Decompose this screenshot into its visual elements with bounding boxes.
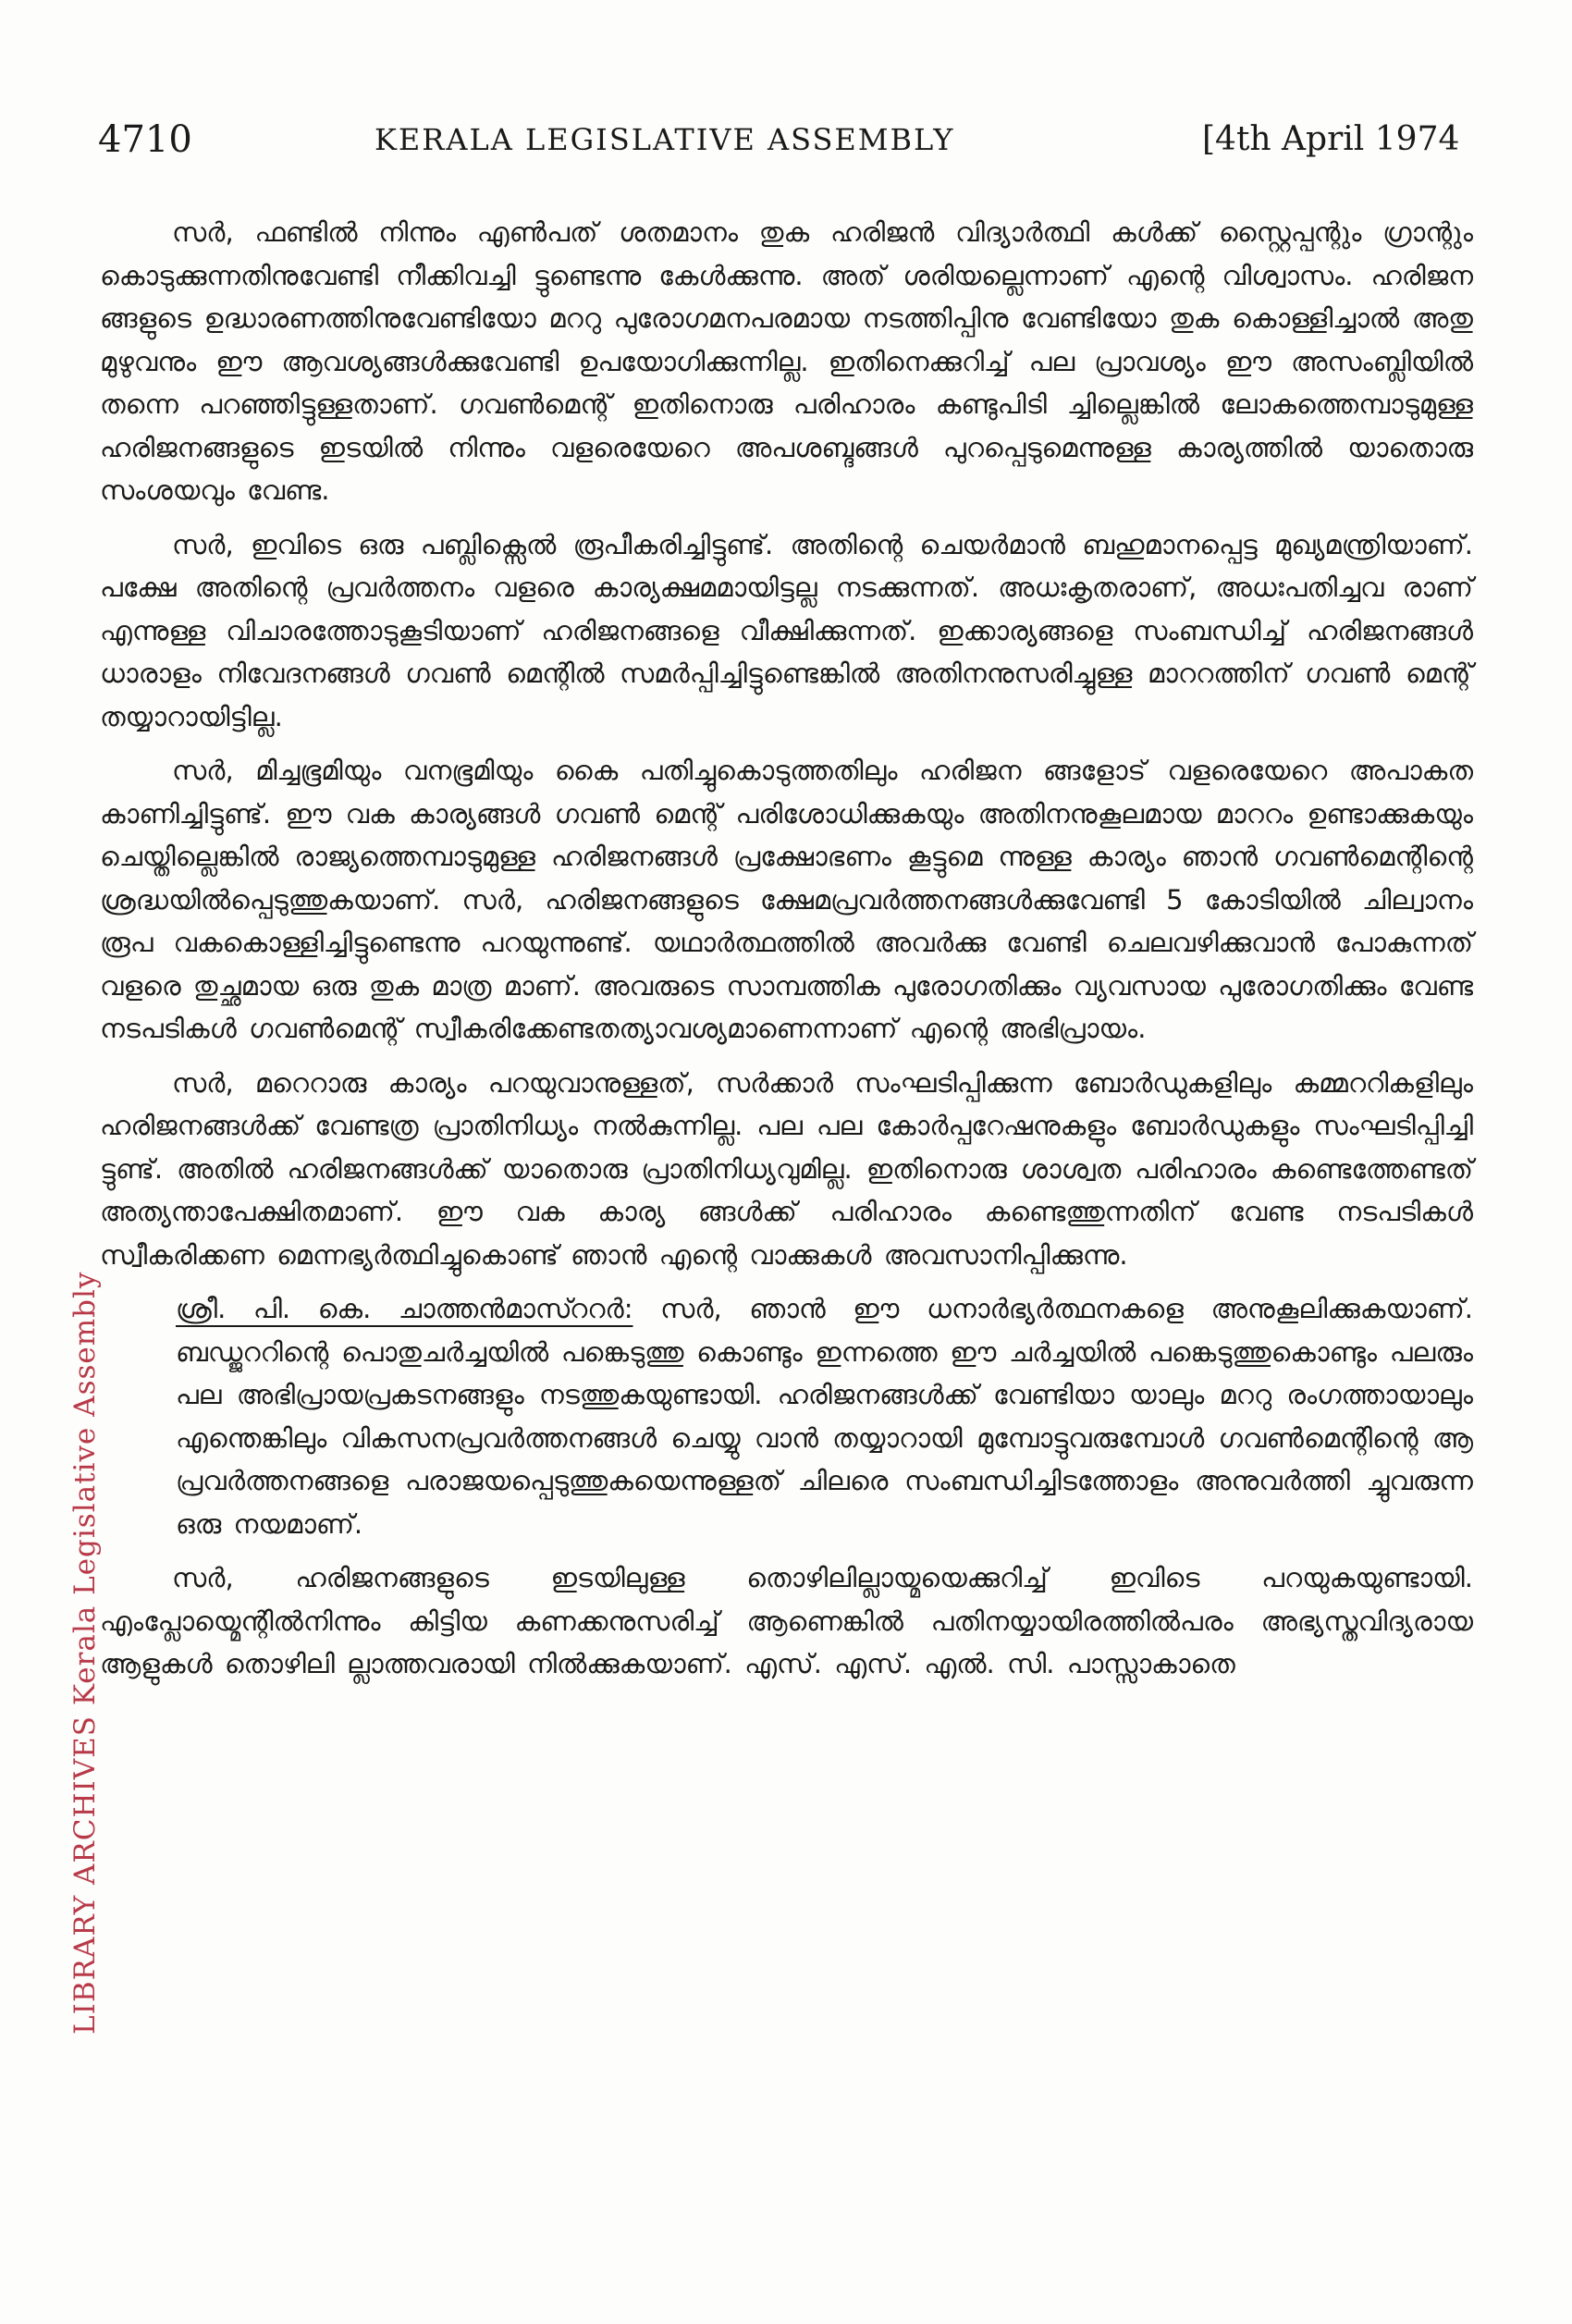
page-date: [4th April 1974 (1202, 120, 1460, 158)
speaker-name: ശ്രീ. പി. കെ. ചാത്തൻമാസ്ററർ: (176, 1293, 633, 1324)
paragraph: സർ, ഹരിജനങ്ങളുടെ ഇടയിലുള്ള തൊഴിലില്ലായ്മയെക്കുറിച്ച് ഇവിടെ പറയുകയുണ്ടായി. എംപ്ലോയ്മെന്റിൽനിന്നും കിട്ടിയ കണക്കനുസരിച്ച് ആണെങ്കിൽ പതിനയ്യായിരത്തിൽപരം അഭ്യസ്തവിദ്യരായ ആളുകൾ തൊഴിലി ല്ലാത്തവരായി നിൽക്കുകയാണ്. എസ്. എസ്. എൽ. സി. പാസ്സാകാതെ (100, 1562, 1473, 1679)
speech-text: സർ, ഞാൻ ഈ ധനാർഭ്യർത്ഥനകളെ അനുകൂലിക്കുകയാണ്. ബഡ്ജററിന്റെ പൊതുചർച്ചയിൽ പങ്കെടുത്തു കൊണ്ടും ഇന്നത്തെ ഈ ചർച്ചയിൽ പങ്കെടുത്തുകൊണ്ടും പലരും പല അഭിപ്രായപ്രകടനങ്ങളും നടത്തുകയുണ്ടായി. ഹരിജനങ്ങൾക്ക് വേണ്ടിയാ യാലും മററു രംഗത്തായാലും എന്തെങ്കിലും വികസനപ്രവർത്തനങ്ങൾ ചെയ്യു വാൻ തയ്യാറായി മുമ്പോട്ടുവരുമ്പോൾ ഗവൺമെന്റിന്റെ ആ പ്രവർത്തനങ്ങളെ പരാജയപ്പെടുത്തുകയെന്നുള്ളത് ചിലരെ സംബന്ധിച്ചിടത്തോളം അനുവർത്തി ച്ചുവരുന്ന ഒരു നയമാണ്. (176, 1293, 1473, 1540)
document-body (100, 211, 1473, 1697)
paragraph: സർ, ഇവിടെ ഒരു പബ്ലിക്സെൽ രൂപീകരിച്ചിട്ടുണ്ട്. അതിന്റെ ചെയർമാൻ ബഹുമാനപ്പെട്ട മുഖ്യമന്ത്രിയാണ്. പക്ഷേ അതിന്റെ പ്രവർത്തനം വളരെ കാര്യക്ഷമമായിട്ടല്ല നടക്കുന്നത്. അധഃകൃതരാണ്, അധഃപതിച്ചവ രാണ് എന്നുള്ള വിചാരത്തോടുകൂടിയാണ് ഹരിജനങ്ങളെ വീക്ഷിക്കുന്നത്. ഇക്കാര്യങ്ങളെ സംബന്ധിച്ച് ഹരിജനങ്ങൾ ധാരാളം നിവേദനങ്ങൾ ഗവൺ മെന്റിൽ സമർപ്പിച്ചിട്ടുണ്ടെങ്കിൽ അതിനനുസരിച്ചുള്ള മാററത്തിന് ഗവൺ മെന്റ് തയ്യാറായിട്ടില്ല. (100, 528, 1473, 732)
page-header (0, 118, 1572, 174)
speech-paragraph (100, 1287, 1473, 1545)
page-number: 4710 (98, 118, 192, 161)
paragraph: സർ, മിച്ചഭൂമിയും വനഭൂമിയും കൈ പതിച്ചുകൊടുത്തതിലും ഹരിജന ങ്ങളോട് വളരെയേറെ അപാകത കാണിച്ചിട്ടുണ്ട്. ഈ വക കാര്യങ്ങൾ ഗവൺ മെന്റ് പരിശോധിക്കുകയും അതിനനുകൂലമായ മാററം ഉണ്ടാക്കുകയും ചെയ്തില്ലെങ്കിൽ രാജ്യത്തെമ്പാടുമുള്ള ഹരിജനങ്ങൾ പ്രക്ഷോഭണം കൂട്ടുമെ ന്നുള്ള കാര്യം ഞാൻ ഗവൺമെന്റിന്റെ ശ്രദ്ധയിൽപ്പെടുത്തുകയാണ്. സർ, ഹരിജനങ്ങളുടെ ക്ഷേമപ്രവർത്തനങ്ങൾക്കുവേണ്ടി 5 കോടിയിൽ ചില്വാനം രൂപ വകകൊള്ളിച്ചിട്ടുണ്ടെന്നു പറയുന്നുണ്ട്. യഥാർത്ഥത്തിൽ അവർക്കു വേണ്ടി ചെലവഴിക്കുവാൻ പോകുന്നത് വളരെ തുച്ഛമായ ഒരു തുക മാത്ര മാണ്. അവരുടെ സാമ്പത്തിക പുരോഗതിക്കും വ്യവസായ പുരോഗതിക്കും വേണ്ട നടപടികൾ ഗവൺമെന്റ് സ്വീകരിക്കേണ്ടതത്യാവശ്യമാണെന്നാണ് എന്റെ അഭിപ്രായം. (100, 755, 1473, 1044)
paragraph: സർ, മറെറാരു കാര്യം പറയുവാനുള്ളത്, സർക്കാർ സംഘടിപ്പിക്കുന്ന ബോർഡുകളിലും കമ്മററികളിലും ഹരിജനങ്ങൾക്ക് വേണ്ടത്ര പ്രാതിനിധ്യം നൽകുന്നില്ല. പല പല കോർപ്പറേഷനുകളും ബോർഡുകളും സംഘടിപ്പിച്ചി ട്ടുണ്ട്. അതിൽ ഹരിജനങ്ങൾക്ക് യാതൊരു പ്രാതിനിധ്യവുമില്ല. ഇതിനൊരു ശാശ്വത പരിഹാരം കണ്ടെത്തേണ്ടത് അത്യന്താപേക്ഷിതമാണ്. ഈ വക കാര്യ ങ്ങൾക്ക് പരിഹാരം കണ്ടെത്തുന്നതിന് വേണ്ട നടപടികൾ സ്വീകരിക്കണ മെന്നഭ്യർത്ഥിച്ചുകൊണ്ട് ഞാൻ എന്റെ വാക്കുകൾ അവസാനിപ്പിക്കുന്നു. (100, 1066, 1473, 1271)
paragraph: സർ, ഫണ്ടിൽ നിന്നും എൺപത് ശതമാനം തുക ഹരിജൻ വിദ്യാർത്ഥി കൾക്ക് സ്റ്റൈപ്പന്റും ഗ്രാന്റും കൊടുക്കുന്നതിനുവേണ്ടി നീക്കിവച്ചി ട്ടുണ്ടെന്നു കേൾക്കുന്നു. അത് ശരിയല്ലെന്നാണ് എന്റെ വിശ്വാസം. ഹരിജന ങ്ങളുടെ ഉദ്ധാരണത്തിനുവേണ്ടിയോ മററു പുരോഗമനപരമായ നടത്തിപ്പിനു വേണ്ടിയോ തുക കൊള്ളിച്ചാൽ അതു മുഴുവനും ഈ ആവശ്യങ്ങൾക്കുവേണ്ടി ഉപയോഗിക്കുന്നില്ല. ഇതിനെക്കുറിച്ച് പല പ്രാവശ്യം ഈ അസംബ്ലിയിൽ തന്നെ പറഞ്ഞിട്ടുള്ളതാണ്. ഗവൺമെന്റ് ഇതിനൊരു പരിഹാരം കണ്ടുപിടി ച്ചില്ലെങ്കിൽ ലോകത്തെമ്പാടുമുള്ള ഹരിജനങ്ങളുടെ ഇടയിൽ നിന്നും വളരെയേറെ അപശബ്ദങ്ങൾ പുറപ്പെടുമെന്നുള്ള കാര്യത്തിൽ യാതൊരു സംശയവും വേണ്ട. (100, 216, 1473, 506)
page-title: KERALA LEGISLATIVE ASSEMBLY (375, 122, 955, 157)
archive-watermark: LIBRARY ARCHIVES Kerala Legislative Assembly (68, 1271, 102, 2035)
